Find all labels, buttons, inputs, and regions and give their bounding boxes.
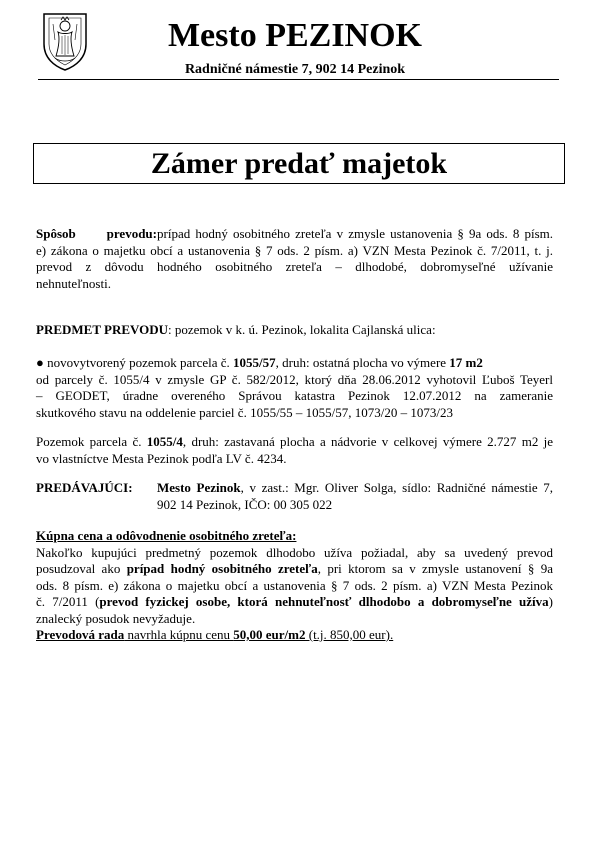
header-divider [38,79,559,80]
seller-label: PREDÁVAJÚCI: [36,480,133,495]
seller-section: PREDÁVAJÚCI: Mesto Pezinok, v zast.: Mgr. Oliver Solga, sídlo: Radničné námestie 7, 902 14 Pezinok, IČO: 00 305 022 [36,480,553,512]
seller-name: Mesto Pezinok [157,480,241,495]
new-parcel-item: ● novovytvorený pozemok parcela č. 1055/57, druh: ostatná plocha vo výmere 17 m2 od parcely č. 1055/4 v zmysle GP č. 582/2012, ktorý dňa 28.06.2012 vyhotovil Ľuboš Teyerl – GEODET, úradne overeného Správou katastra Pezinok 12.07.2012 na zameranie skutkového stavu na oddelenie parciel č. 1055/55 – 1055/57, 1073/20 – 1073/23 [36,355,553,420]
transfer-method-line: Spôsob prevodu:prípad hodný osobitného zreteľa v zmysle ustanovenia § 9a ods. 8 písm. [36,226,553,241]
city-crest-icon [40,10,90,72]
price-justification-section: Kúpna cena a odôvodnenie osobitného zreteľa: Nakoľko kupujúci predmetný pozemok dlhodobo užíva požiadal, aby sa uvedený prevod posudzoval ako prípad hodný osobitného zreteľa, pri ktorom sa v zmysle ustanovení § 9a ods. 8 písm. e) zákona o majetku obcí a ustanovenia § 7 ods. 2 písm. a) VZN Mesta Pezinok č. 7/2011 (prevod fyzickej osobe, ktorá nehnuteľnosť dlhodobo a dobromyseľne užíva) znalecký posudok nevyžaduje. Prevodová rada navrhla kúpnu cenu 50,00 eur/m2 (t.j. 850,00 eur). [36,528,554,642]
transfer-method-section: Spôsob prevodu:prípad hodný osobitného zreteľa v zmysle ustanovenia § 9a ods. 8 písm. e) zákona o majetku obcí a ustanovenia § 7 ods. 2 písm. a) VZN Mesta Pezinok č. 7/2011, t. j. prevod z dôvodu hodného osobitného zreteľa – dlhodobé, dobromyseľné užívanie nehnuteľnosti. [36,226,553,291]
document-title: Zámer predať majetok [150,147,448,180]
document-title-box [33,143,565,184]
subject-section: PREDMET PREVODU: pozemok v k. ú. Pezinok, lokalita Cajlanská ulica: [36,322,436,337]
city-name: Mesto PEZINOK [167,17,423,54]
subject-label: PREDMET PREVODU [36,322,169,337]
parcel-ownership-section: Pozemok parcela č. 1055/4, druh: zastavaná plocha a nádvorie v celkovej výmere 2.727 m2 je vo vlastníctve Mesta Pezinok podľa LV č. 4234. [36,434,553,466]
price-heading: Kúpna cena a odôvodnenie osobitného zreteľa: [36,528,297,543]
city-address: Radničné námestie 7, 902 14 Pezinok [184,62,406,77]
transfer-method-label: Spôsob prevodu: [36,226,157,241]
price-proposal-line: Prevodová rada navrhla kúpnu cenu 50,00 eur/m2 (t.j. 850,00 eur). [36,627,394,642]
